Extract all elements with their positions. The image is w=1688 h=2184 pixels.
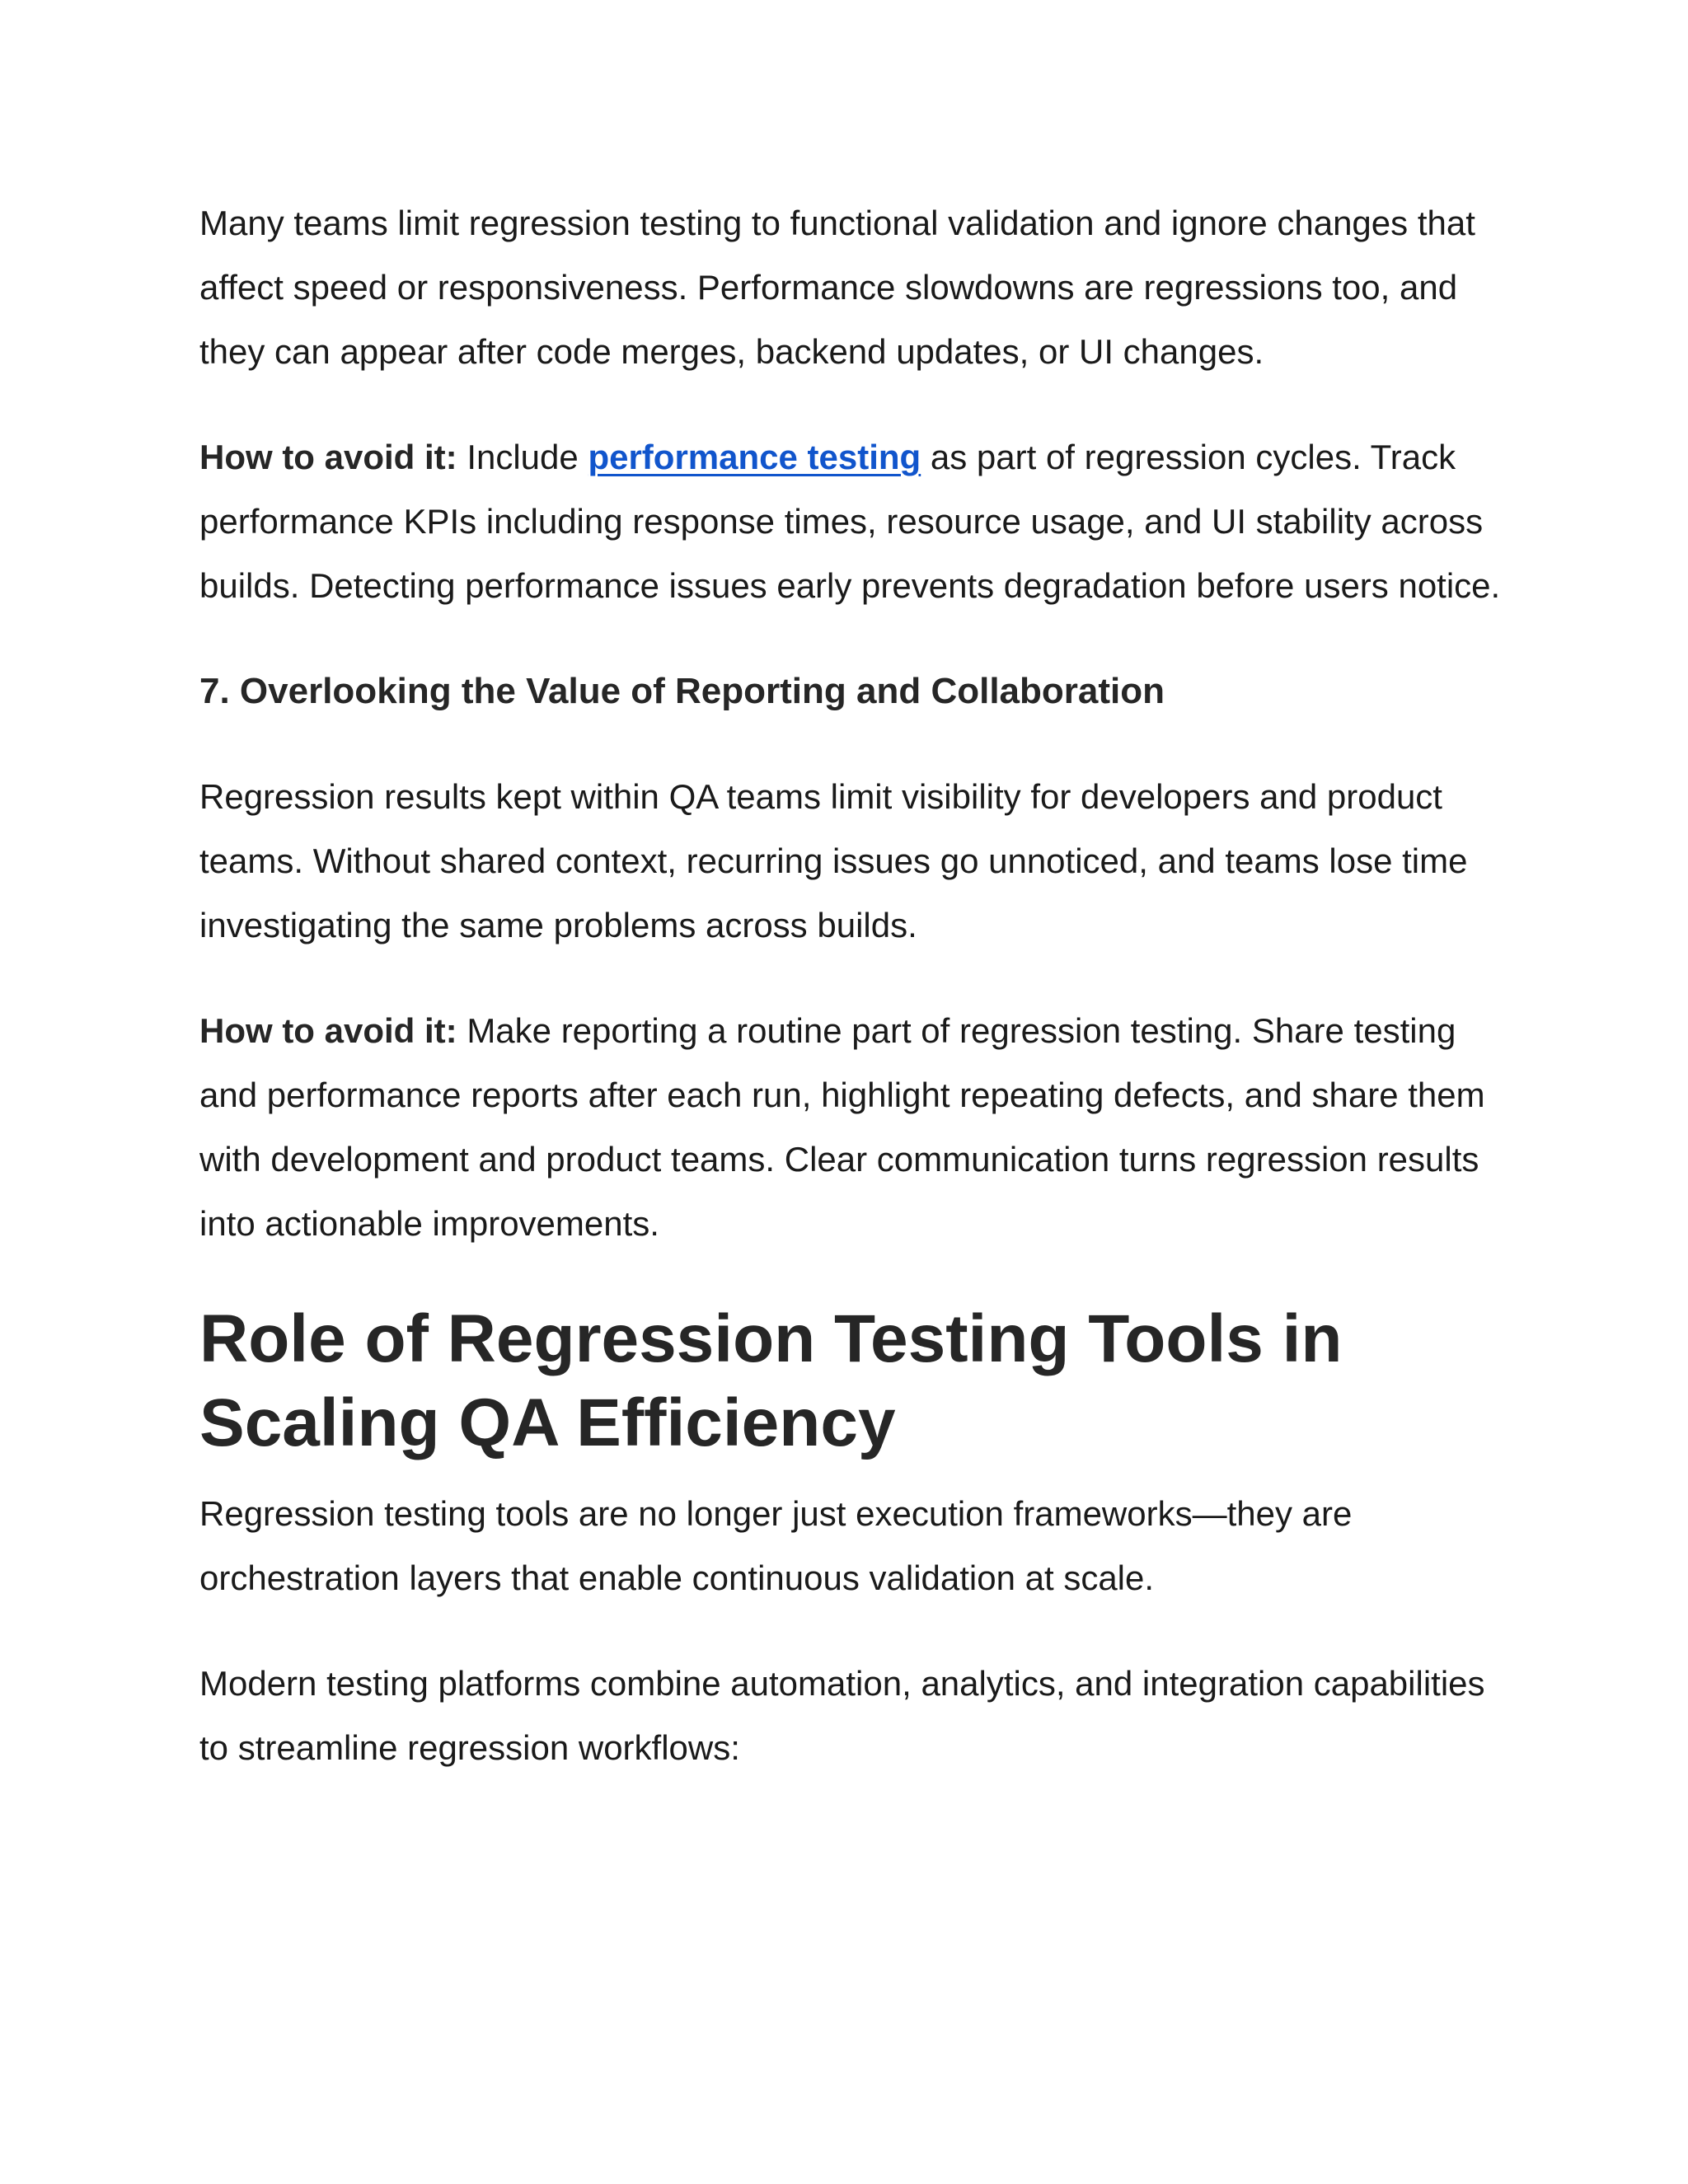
performance-regression-paragraph	[199, 191, 1502, 384]
tools-text-2: Modern testing platforms combine automation, analytics, and integration capabilities to streamline regression workflows:	[199, 1664, 1485, 1767]
avoid-text-pre: Include	[457, 438, 588, 476]
avoid-label: How to avoid it:	[199, 1011, 457, 1050]
tools-text-1: Regression testing tools are no longer just execution frameworks—they are orchestration layers that enable continuous validation at scale.	[199, 1494, 1353, 1597]
tools-paragraph-2	[199, 1652, 1502, 1780]
avoid-text: Make reporting a routine part of regression testing. Share testing and performance reports after each run, highlight repeating defects, and share them with development and product teams. Clear communication turns regression results into actionable improvements.	[199, 1011, 1485, 1243]
reporting-avoid-paragraph	[199, 999, 1502, 1256]
tools-section-heading: Role of Regression Testing Tools in Scaling QA Efficiency	[199, 1301, 1343, 1460]
section-7-heading: 7. Overlooking the Value of Reporting and Collaboration	[199, 671, 1165, 711]
performance-regression-text: Many teams limit regression testing to functional validation and ignore changes that affect speed or responsiveness. Performance slowdowns are regressions too, and they can appear after code merges, backend updates, or UI changes.	[199, 204, 1475, 371]
performance-avoid-paragraph	[199, 425, 1502, 618]
document-page	[199, 191, 1502, 1780]
avoid-label: How to avoid it:	[199, 438, 457, 476]
performance-testing-link[interactable]: performance testing	[588, 438, 921, 476]
avoid-text-post: as part of regression cycles. Track performance KPIs including response times, resource usage, and UI stability across builds. Detecting performance issues early prevents degradation before users notice.	[199, 438, 1501, 605]
tools-paragraph-1	[199, 1482, 1502, 1610]
reporting-paragraph	[199, 765, 1502, 958]
reporting-text: Regression results kept within QA teams limit visibility for developers and product teams. Without shared context, recurring issues go unnoticed, and teams lose time investigating the same problems across builds.	[199, 777, 1468, 944]
